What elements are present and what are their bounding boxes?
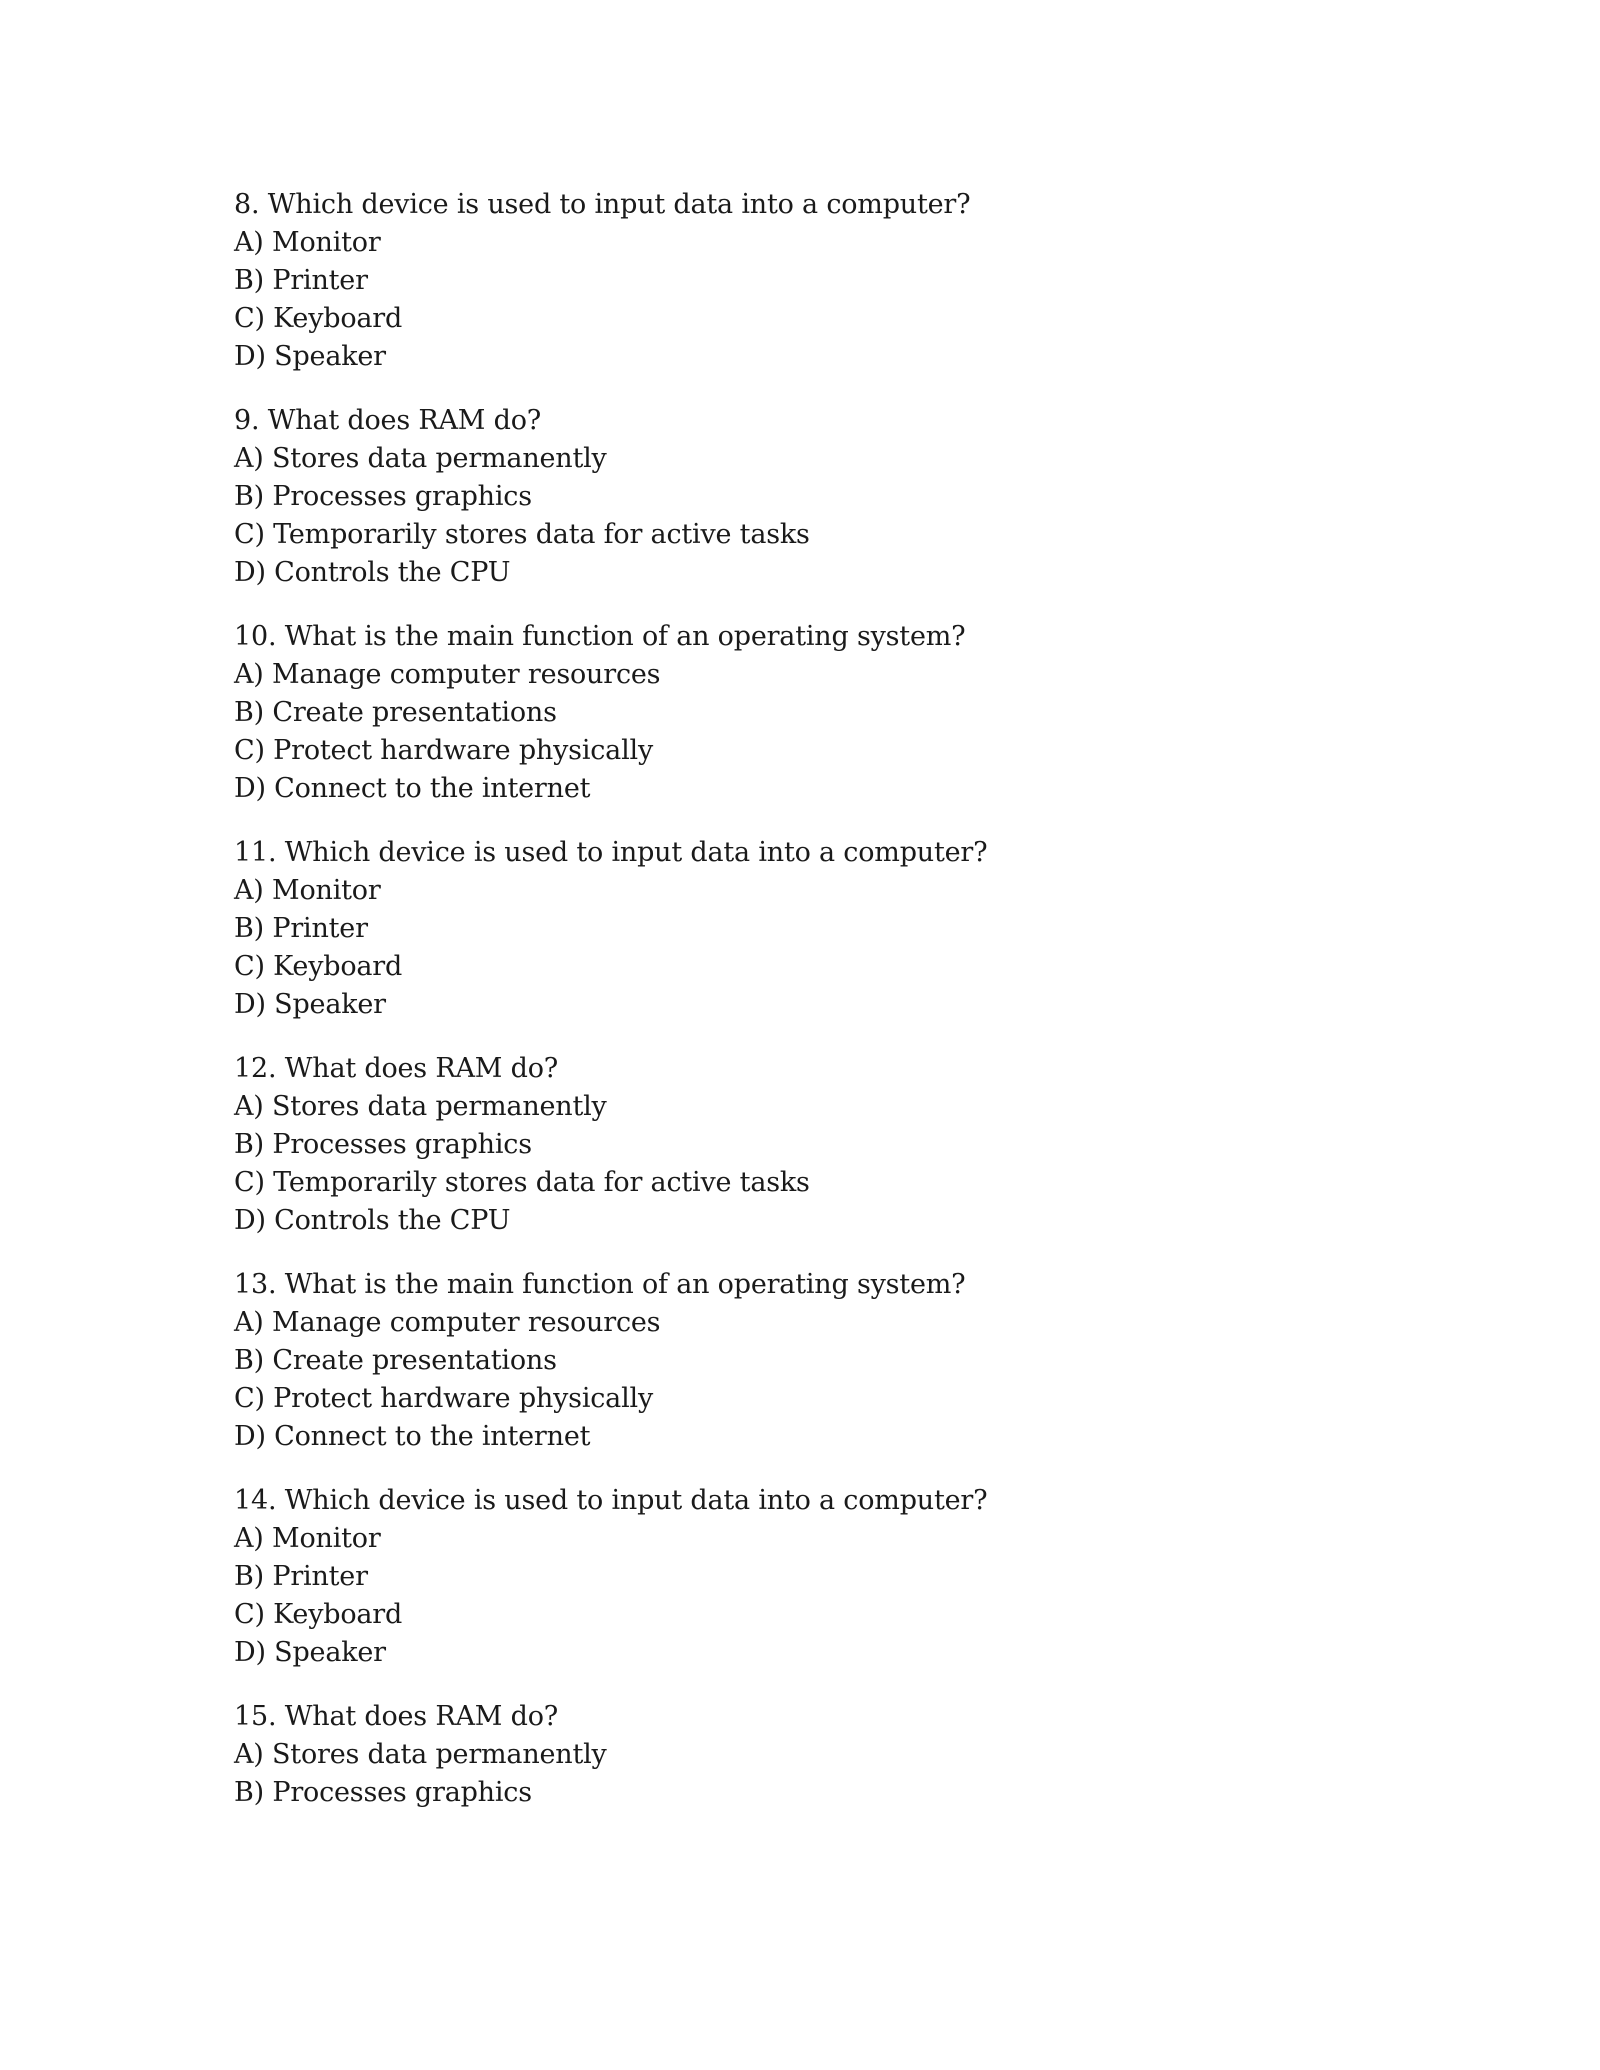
answer-option-d: D) Connect to the internet: [234, 1421, 591, 1452]
answer-option-a: A) Stores data permanently: [234, 1739, 607, 1770]
question-prompt: 15. What does RAM do?: [234, 1701, 559, 1732]
answer-option-d: D) Controls the CPU: [234, 557, 511, 588]
answer-option-d: D) Speaker: [234, 989, 386, 1020]
question-prompt: 13. What is the main function of an operating system?: [234, 1269, 966, 1300]
question-prompt: 10. What is the main function of an operating system?: [234, 621, 966, 652]
question-prompt: 9. What does RAM do?: [234, 405, 542, 436]
answer-option-b: B) Processes graphics: [234, 1777, 532, 1808]
answer-option-a: A) Monitor: [234, 875, 381, 906]
answer-option-b: B) Create presentations: [234, 1345, 557, 1376]
answer-option-d: D) Connect to the internet: [234, 773, 591, 804]
answer-option-b: B) Processes graphics: [234, 481, 532, 512]
answer-option-a: A) Manage computer resources: [234, 1307, 661, 1338]
answer-option-b: B) Create presentations: [234, 697, 557, 728]
answer-option-c: C) Protect hardware physically: [234, 1383, 653, 1414]
question-prompt: 8. Which device is used to input data into a computer?: [234, 189, 971, 220]
question-8: [234, 186, 1384, 376]
answer-option-b: B) Printer: [234, 913, 368, 944]
answer-option-b: B) Printer: [234, 265, 368, 296]
question-prompt: 12. What does RAM do?: [234, 1053, 559, 1084]
answer-option-d: D) Speaker: [234, 341, 386, 372]
answer-option-a: A) Monitor: [234, 1523, 381, 1554]
question-13: [234, 1266, 1384, 1456]
answer-option-a: A) Stores data permanently: [234, 1091, 607, 1122]
question-9: [234, 402, 1384, 592]
question-12: [234, 1050, 1384, 1240]
answer-option-c: C) Keyboard: [234, 1599, 403, 1630]
answer-option-d: D) Speaker: [234, 1637, 386, 1668]
question-list: [234, 186, 1384, 1838]
answer-option-b: B) Processes graphics: [234, 1129, 532, 1160]
answer-option-c: C) Keyboard: [234, 951, 403, 982]
question-15: [234, 1698, 1384, 1812]
answer-option-d: D) Controls the CPU: [234, 1205, 511, 1236]
answer-option-a: A) Manage computer resources: [234, 659, 661, 690]
question-10: [234, 618, 1384, 808]
answer-option-c: C) Temporarily stores data for active tasks: [234, 519, 810, 550]
answer-option-c: C) Protect hardware physically: [234, 735, 653, 766]
question-prompt: 14. Which device is used to input data into a computer?: [234, 1485, 988, 1516]
answer-option-b: B) Printer: [234, 1561, 368, 1592]
question-14: [234, 1482, 1384, 1672]
question-11: [234, 834, 1384, 1024]
answer-option-a: A) Monitor: [234, 227, 381, 258]
answer-option-c: C) Keyboard: [234, 303, 403, 334]
question-prompt: 11. Which device is used to input data into a computer?: [234, 837, 988, 868]
answer-option-a: A) Stores data permanently: [234, 443, 607, 474]
answer-option-c: C) Temporarily stores data for active tasks: [234, 1167, 810, 1198]
